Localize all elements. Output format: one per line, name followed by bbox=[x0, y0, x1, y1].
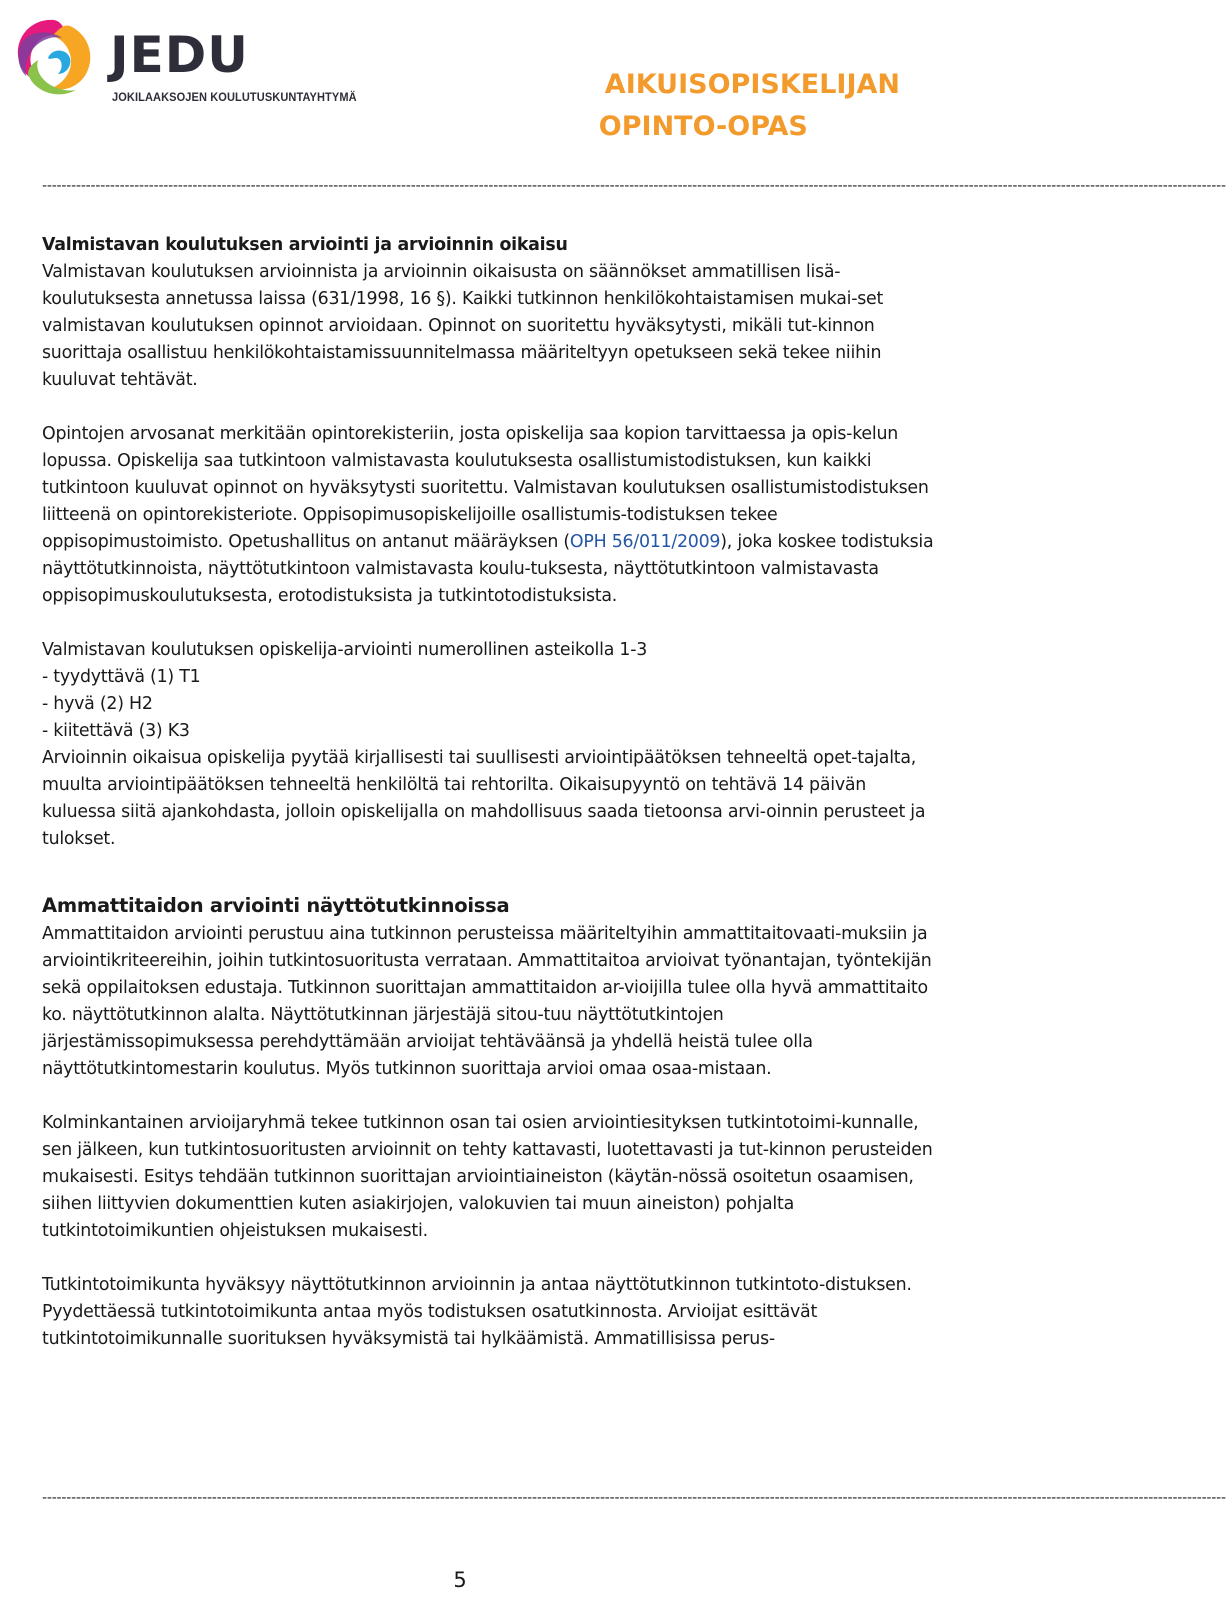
paragraph: Kolminkantainen arvioijaryhmä tekee tutkinnon osan tai osien arviointiesityksen tutkintotoimi-kunnalle, sen jälkeen, kun tutkintosuoritusten arvioinnit on tehty kattavasti, luotettavasti ja tut-kinnon perusteiden mukaisesti. Esitys tehdään tutkinnon suorittajan arviointiaineiston (käytän-nössä osoitetun osaamisen, siihen liittyvien dokumenttien kuten asiakirjojen, valokuvien tai muun aineiston) pohjalta tutkintotoimikuntien ohjeistuksen mukaisesti. bbox=[42, 1113, 933, 1241]
jedu-logo-icon bbox=[8, 12, 100, 104]
paragraph-text: Opintojen arvosanat merkitään opintorekisteriin, josta opiskelija saa kopion tarvittaessa ja opis-kelun lopussa. Opiskelija saa tutkintoon valmistavasta koulutuksesta osallistumistodistuksen, kun kaikki tutkintoon kuuluvat opinnot on hyväksytysti suoritettu. Valmistavan koulutuksen osallistumistodistuksen liitteenä on opintorekisteriote. Oppisopimusopiskelijoille osallistumis-todistuksen tekee oppisopimustoimisto. Opetushallitus on antanut määräyksen ( bbox=[42, 424, 929, 552]
scale-item: - tyydyttävä (1) T1 bbox=[42, 667, 201, 687]
oph-regulation-link[interactable]: OPH 56/011/2009 bbox=[569, 532, 721, 552]
paragraph-text: oppisopimuskoulutuksesta, erotodistuksista ja tutkintotodistuksista. bbox=[42, 586, 618, 606]
paragraph-text: ), joka koskee todistuksia näyttötutkinnoista, näyttötutkintoon valmistavasta koulu-tuksesta, näyttötutkintoon valmistavasta bbox=[42, 532, 934, 579]
title-line-1: AIKUISOPISKELIJAN bbox=[604, 69, 900, 100]
scale-item: - kiitettävä (3) K3 bbox=[42, 721, 190, 741]
footer-rule: ---------------------------------------------------------------------------------------------------------------------------------------------------------------------------------------------------------------------------------------------------- bbox=[42, 1490, 1226, 1506]
scale-intro: Valmistavan koulutuksen opiskelija-arviointi numerollinen asteikolla 1-3 bbox=[42, 640, 648, 660]
paragraph: Tutkintotoimikunta hyväksyy näyttötutkinnon arvioinnin ja antaa näyttötutkinnon tutkintoto-distuksen. Pyydettäessä tutkintotoimikunta antaa myös todistuksen osatutkinnosta. Arvioijat esittävät tutkintotoimikunnalle suorituksen hyväksymistä tai hylkäämistä. Ammatillisissa perus- bbox=[42, 1275, 912, 1349]
paragraph bbox=[42, 421, 934, 610]
page-content bbox=[42, 232, 934, 1353]
header-rule: ---------------------------------------------------------------------------------------------------------------------------------------------------------------------------------------------------------------------------------------------------- bbox=[42, 178, 1226, 194]
scale-item: - hyvä (2) H2 bbox=[42, 694, 153, 714]
document-title bbox=[598, 64, 900, 148]
paragraph: Valmistavan koulutuksen arvioinnista ja arvioinnin oikaisusta on säännökset ammatillisen lisä-koulutuksesta annetussa laissa (631/1998, 16 §). Kaikki tutkinnon henkilökohtaistamisen mukai-set valmistavan koulutuksen opinnot arvioidaan. Opinnot on suoritettu hyväksytysti, mikäli tut-kinnon suorittaja osallistuu henkilökohtaistamissuunnitelmassa määriteltyyn opetukseen sekä tekee niihin kuuluvat tehtävät. bbox=[42, 262, 884, 390]
logo-title: JEDU bbox=[110, 26, 249, 84]
page-number: 5 bbox=[453, 1568, 467, 1592]
logo-subtitle: JOKILAAKSOJEN KOULUTUSKUNTAYHTYMÄ bbox=[112, 90, 357, 104]
section-heading: Valmistavan koulutuksen arviointi ja arvioinnin oikaisu bbox=[42, 235, 568, 255]
title-line-2: OPINTO-OPAS bbox=[598, 111, 808, 142]
section-heading: Ammattitaidon arviointi näyttötutkinnoissa bbox=[42, 894, 510, 917]
paragraph: Ammattitaidon arviointi perustuu aina tutkinnon perusteissa määriteltyihin ammattitaitovaati-muksiin ja arviointikriteereihin, joihin tutkintosuoritusta verrataan. Ammattitaitoa arvioivat työnantajan, työntekijän sekä oppilaitoksen edustaja. Tutkinnon suorittajan ammattitaidon ar-vioijilla tulee olla hyvä ammattitaito ko. näyttötutkinnon alalta. Näyttötutkinnan järjestäjä sitou-tuu näyttötutkintojen järjestämissopimuksessa perehdyttämään arvioijat tehtäväänsä ja yhdellä heistä tulee olla näyttötutkintomestarin koulutus. Myös tutkinnon suorittaja arvioi omaa osaa-mistaan. bbox=[42, 924, 932, 1079]
paragraph: Arvioinnin oikaisua opiskelija pyytää kirjallisesti tai suullisesti arviointipäätöksen tehneeltä opet-tajalta, muulta arviointipäätöksen tehneeltä henkilöltä tai rehtorilta. Oikaisupyyntö on tehtävä 14 päivän kuluessa siitä ajankohdasta, jolloin opiskelijalla on mahdollisuus saada tietoonsa arvi-oinnin perusteet ja tulokset. bbox=[42, 748, 926, 849]
jedu-logo bbox=[8, 12, 357, 104]
